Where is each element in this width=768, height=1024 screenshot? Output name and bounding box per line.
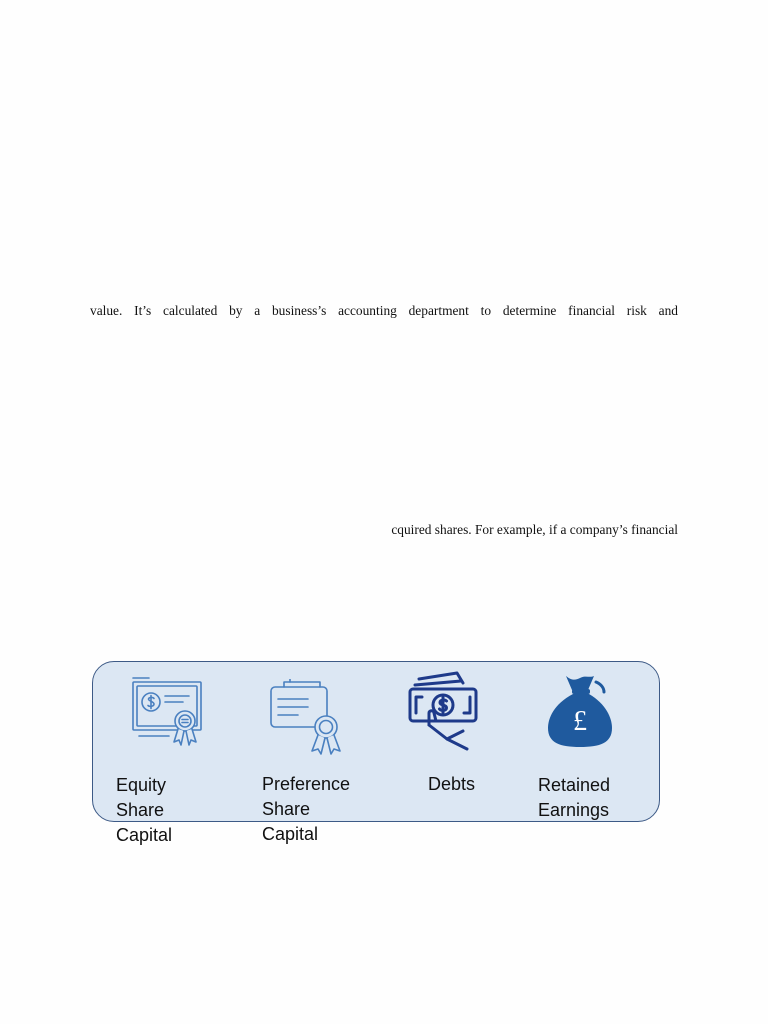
- pound-money-bag-icon: [546, 672, 616, 748]
- preference-share-capital-label: Preference Share Capital: [262, 774, 351, 844]
- capital-sources-panel: [92, 661, 660, 845]
- body-text-line: value. It’s calculated by a business’s accounting department to determine financial risk and: [90, 303, 678, 318]
- equity-share-capital-label: Equity Share Capital: [116, 775, 173, 845]
- svg-text:£: £: [573, 706, 587, 737]
- share-certificate-icon: [129, 674, 207, 748]
- debts-label: Debts: [428, 774, 476, 794]
- cash-in-hand-icon: [407, 669, 481, 751]
- certificate-ribbon-icon: [268, 679, 350, 755]
- retained-earnings-label: Retained Earnings: [538, 775, 611, 820]
- body-text-line: cquired shares. For example, if a company’s financial: [391, 522, 678, 537]
